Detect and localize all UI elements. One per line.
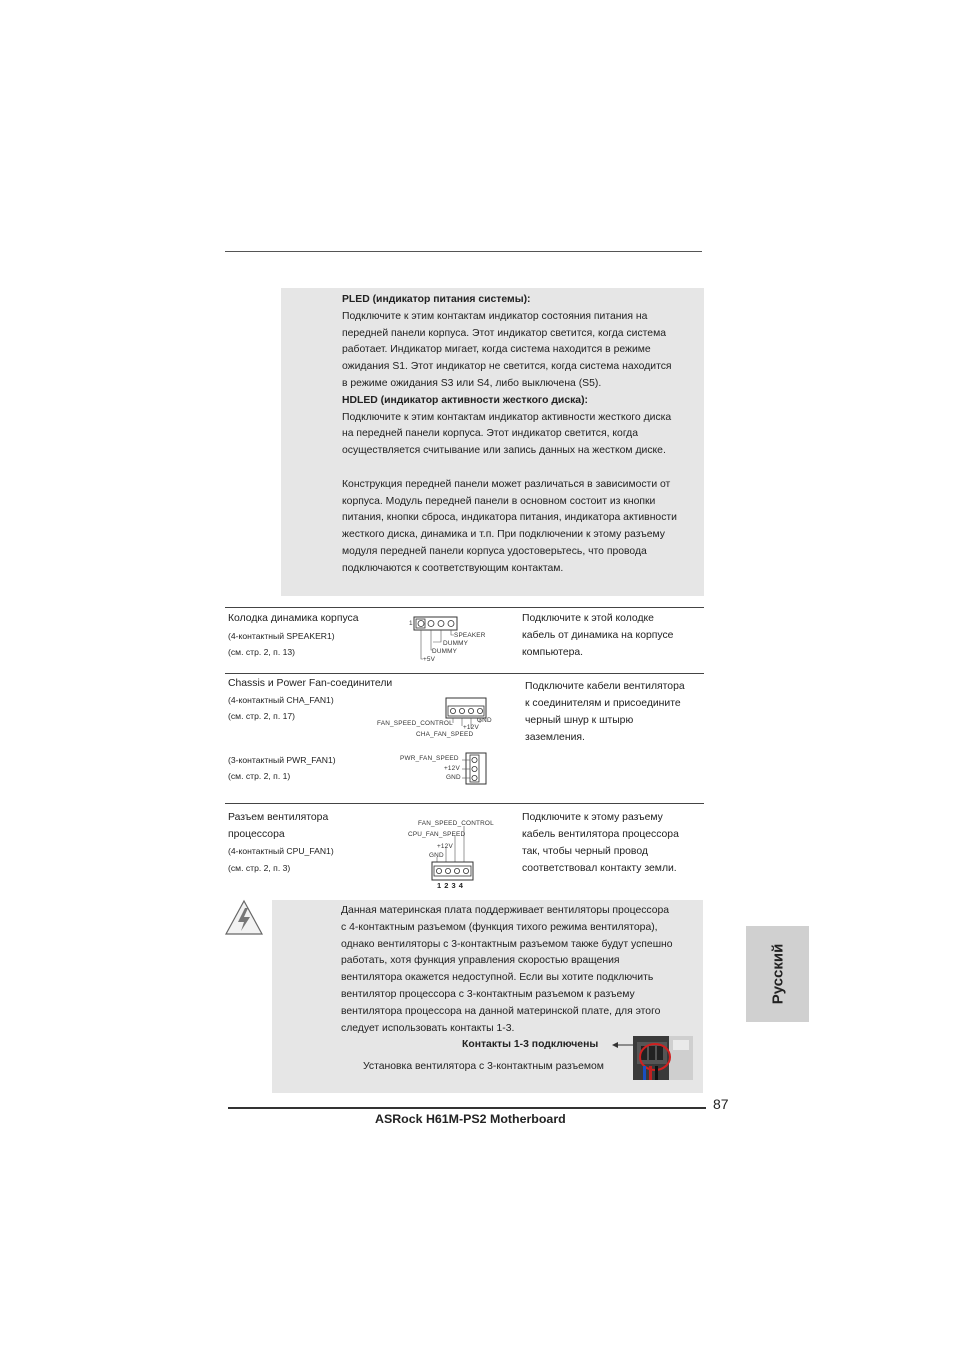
pwr-fan-diagram: [462, 752, 490, 786]
cpu-top-rule: [225, 803, 704, 804]
cha-fan-ref: (см. стр. 2, п. 17): [228, 711, 296, 721]
note-line: работать, хотя функция управления скоростью вращения: [341, 955, 620, 967]
speaker-label-5v: +5V: [423, 656, 436, 663]
pwr-label-12v: +12V: [444, 765, 460, 772]
language-tab-label: Русский: [769, 943, 786, 1005]
speaker-label-dummy2: DUMMY: [432, 648, 458, 655]
header-rule: [225, 251, 702, 252]
footer-title: ASRock H61M-PS2 Motherboard: [375, 1112, 566, 1126]
contacts-label: Контакты 1-3 подключены: [462, 1039, 599, 1050]
cpu-label-gnd: GND: [429, 852, 444, 859]
cpu-desc-line: соответствовал контакту земли.: [522, 863, 677, 874]
speaker-label-speaker: SPEAKER: [454, 632, 486, 639]
speaker-top-rule: [225, 607, 704, 608]
intro-line: работает. Индикатор мигает, когда система находится в режиме: [342, 344, 651, 356]
cha-label-gnd: GND: [477, 717, 492, 724]
page-number: 87: [713, 1096, 729, 1112]
speaker-pin-count: (4-контактный SPEAKER1): [228, 631, 335, 641]
cpu-desc: [522, 809, 679, 877]
speaker-ref: (см. стр. 2, п. 13): [228, 647, 296, 657]
chassis-desc-line: черный шнур к штырю: [525, 715, 634, 726]
cpu-label-speed: CPU_FAN_SPEED: [408, 831, 466, 838]
cha-label-speed: CHA_FAN_SPEED: [416, 731, 474, 738]
chassis-desc-line: Подключите кабели вентилятора: [525, 681, 685, 692]
intro-line: подключаются к соответствующим контактам.: [342, 562, 564, 574]
cpu-fan-pin-count: (4-контактный CPU_FAN1): [228, 846, 334, 856]
intro-line: Конструкция передней панели может различаться в зависимости от: [342, 478, 671, 490]
pwr-fan-ref: (см. стр. 2, п. 1): [228, 771, 291, 781]
chassis-desc: [525, 678, 685, 746]
footer-rule: [228, 1107, 706, 1109]
cha-label-12v: +12V: [463, 724, 479, 731]
language-tab: [746, 926, 809, 1022]
speaker-desc-line: Подключите к этой колодке: [522, 613, 654, 624]
note-line: следует использовать контакты 1-3.: [341, 1022, 515, 1034]
note-line: однако вентиляторы с 3-контактным разъемом также будут успешно: [341, 938, 673, 950]
fan-connector-photo: [633, 1036, 693, 1080]
speaker-label-dummy1: DUMMY: [443, 640, 469, 647]
intro-line: осуществляется считывание или запись данных на жестком диске.: [342, 445, 666, 457]
chassis-top-rule: [225, 673, 704, 674]
warning-lightning-icon: [224, 898, 266, 938]
intro-line: питания, кнопки сброса, индикатора питания, индикатора активности: [342, 512, 677, 524]
install-label: Установка вентилятора с 3-контактным разъемом: [363, 1061, 604, 1072]
intro-line: жесткого диска, динамика и т.п. При подключении к этому разъему: [342, 529, 665, 541]
note-line: вентилятора процессора на данной материнской плате, для этого: [341, 1005, 661, 1017]
intro-line: PLED (индикатор питания системы):: [342, 294, 531, 305]
cpu-desc-line: Подключите к этому разъему: [522, 812, 663, 823]
intro-line: HDLED (индикатор активности жесткого диска):: [342, 394, 589, 406]
intro-line: модуля передней панели корпуса удостоверьтесь, что провода: [342, 546, 647, 557]
intro-line: Подключите к этим контактам индикатор активности жесткого диска: [342, 411, 672, 423]
intro-line: на передней панели корпуса. Этот индикатор светится, когда: [342, 428, 638, 440]
intro-line: Подключите к этим контактам индикатор состояния питания на: [342, 310, 648, 322]
intro-line: корпуса. Модуль передней панели в основном состоит из кнопки: [342, 495, 656, 507]
cha-fan-pin-count: (4-контактный CHA_FAN1): [228, 695, 334, 705]
pwr-fan-pin-count: (3-контактный PWR_FAN1): [228, 755, 336, 765]
pwr-label-gnd: GND: [446, 774, 461, 781]
cpu-label-fsc: FAN_SPEED_CONTROL: [418, 820, 494, 827]
chassis-desc-line: заземления.: [525, 732, 585, 743]
speaker-desc-line: кабель от динамика на корпусе: [522, 630, 674, 641]
intro-line: ожидания S1. Этот индикатор не светится, когда система находится: [342, 361, 672, 373]
cpu-desc-line: так, чтобы черный провод: [522, 846, 648, 857]
cpu-title-2: процессора: [228, 829, 285, 840]
chassis-desc-line: к соединителям и присоедините: [525, 698, 681, 709]
cpu-label-12v: +12V: [437, 843, 453, 850]
note-line: вентилятор процессора с 3-контактным разъемом к разъему: [341, 989, 635, 1000]
cpu-pin-numbers: 1 2 3 4: [437, 881, 463, 890]
note-line: вентилятора окажется недоступной. Если вы хотите подключить: [341, 972, 654, 984]
intro-line: передней панели корпуса. Этот индикатор светится, когда система: [342, 327, 667, 339]
speaker-pin1-label: 1: [409, 620, 413, 627]
cpu-desc-line: кабель вентилятора процессора: [522, 829, 679, 840]
note-line: Данная материнская плата поддерживает вентиляторы процессора: [341, 905, 670, 916]
cpu-title-1: Разъем вентилятора: [228, 812, 329, 823]
speaker-desc: [522, 610, 673, 661]
pwr-label-speed: PWR_FAN_SPEED: [400, 755, 459, 762]
cpu-fan-ref: (см. стр. 2, п. 3): [228, 863, 291, 873]
speaker-title: Колодка динамика корпуса: [228, 613, 359, 624]
intro-line: в режиме ожидания S3 или S4, либо выключена (S5).: [342, 378, 602, 389]
speaker-desc-line: компьютера.: [522, 647, 584, 658]
cha-label-fsc: FAN_SPEED_CONTROL: [377, 720, 453, 727]
note-line: с 4-контактным разъемом (функция тихого режима вентилятора),: [341, 921, 658, 933]
arrow-left-icon: [612, 1040, 634, 1050]
chassis-title: Chassis и Power Fan-соединители: [228, 678, 393, 689]
